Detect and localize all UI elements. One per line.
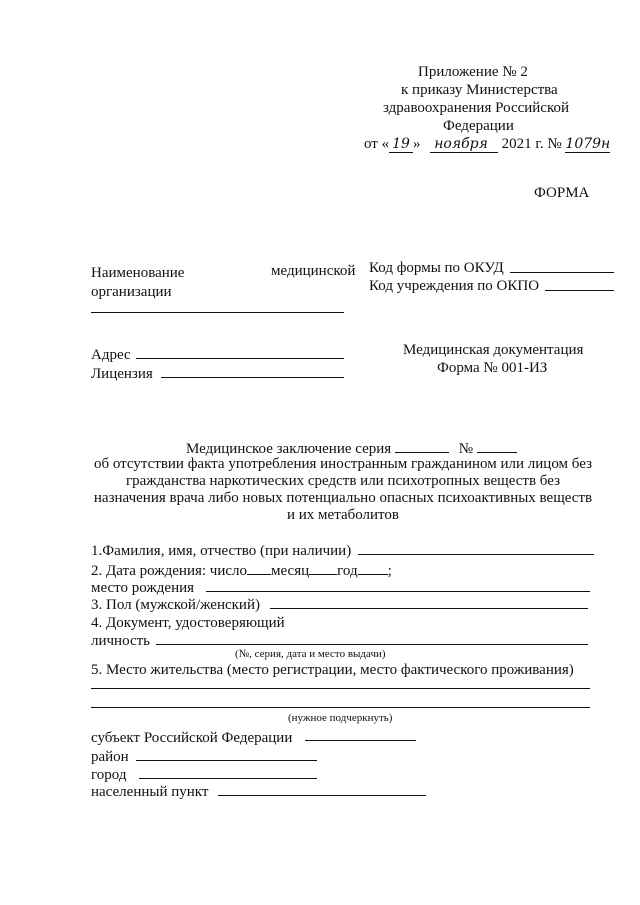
org-name-label-3: организации xyxy=(91,284,172,300)
license-label: Лицензия xyxy=(91,366,153,382)
appendix-number: Приложение № 2 xyxy=(418,64,528,80)
birth-year-field[interactable] xyxy=(358,561,388,575)
address-label: Адрес xyxy=(91,347,131,363)
district-label: район xyxy=(91,749,129,765)
ministry-line: здравоохранения Российской xyxy=(383,100,570,116)
id-document-label-2: личность xyxy=(91,633,151,649)
id-document-label: 4. Документ, удостоверяющий xyxy=(91,615,285,631)
birth-month-field[interactable] xyxy=(309,561,337,575)
okud-field[interactable] xyxy=(510,272,614,273)
residence-label: 5. Место жительства (место регистрации, место фактического проживания) xyxy=(91,662,574,678)
number-field[interactable] xyxy=(477,439,517,453)
district-field[interactable] xyxy=(136,760,317,761)
date-prefix: от « xyxy=(364,136,390,152)
series-field[interactable] xyxy=(395,439,449,453)
residence-note: (нужное подчеркнуть) xyxy=(288,712,393,724)
subject-label: субъект Российской Федерации xyxy=(91,730,293,746)
conclusion-title-line4: назначения врача либо новых потенциально опасных психоактивных веществ xyxy=(93,490,593,506)
sex-field[interactable] xyxy=(270,608,588,609)
date-mid: » xyxy=(412,136,421,152)
birth-year-label: год xyxy=(337,563,358,579)
conclusion-title-line5: и их метаболитов xyxy=(287,507,399,523)
birth-day-field[interactable] xyxy=(247,561,271,575)
full-name-label: 1.Фамилия, имя, отчество (при наличии) xyxy=(91,543,352,559)
federation-line: Федерации xyxy=(443,118,514,134)
order-month: ноября xyxy=(430,136,498,153)
org-name-field[interactable] xyxy=(91,312,344,313)
org-name-label-2: медицинской xyxy=(271,263,356,279)
city-field[interactable] xyxy=(139,778,317,779)
order-year: 2021 г. № xyxy=(501,136,562,152)
med-doc-label: Медицинская документация xyxy=(403,342,584,358)
birth-month-label: месяц xyxy=(271,563,310,579)
conclusion-number-label: № xyxy=(458,441,474,457)
form-number-label: Форма № 001-ИЗ xyxy=(437,360,548,376)
birth-place-label: место рождения xyxy=(91,580,195,596)
form-label: ФОРМА xyxy=(534,185,590,201)
birth-day-label: 2. Дата рождения: число xyxy=(91,563,248,579)
sex-label: 3. Пол (мужской/женский) xyxy=(91,597,260,613)
id-document-field[interactable] xyxy=(156,644,588,645)
birth-date-end: ; xyxy=(387,563,392,579)
conclusion-title-line2: об отсутствии факта употребления иностранным гражданином или лицом без xyxy=(93,456,592,472)
order-line: к приказу Министерства xyxy=(401,82,558,98)
birth-date-row xyxy=(91,561,392,580)
settlement-label: населенный пункт xyxy=(91,784,209,800)
id-document-note: (№, серия, дата и место выдачи) xyxy=(235,648,386,660)
birth-place-field[interactable] xyxy=(206,591,590,592)
okpo-label: Код учреждения по ОКПО xyxy=(369,278,540,294)
conclusion-series-label: Медицинское заключение серия xyxy=(186,441,392,457)
full-name-field[interactable] xyxy=(358,554,594,555)
subject-field[interactable] xyxy=(305,740,416,741)
okpo-field[interactable] xyxy=(545,290,614,291)
settlement-field[interactable] xyxy=(218,795,426,796)
conclusion-title-line3: гражданства наркотических средств или психотропных веществ без xyxy=(125,473,561,489)
order-day: 19 xyxy=(389,136,413,153)
okud-label: Код формы по ОКУД xyxy=(369,260,504,276)
license-field[interactable] xyxy=(161,377,344,378)
city-label: город xyxy=(91,767,127,783)
residence-field-1[interactable] xyxy=(91,688,590,689)
order-date-line xyxy=(364,135,610,153)
residence-field-2[interactable] xyxy=(91,707,590,708)
order-number: 1079н xyxy=(565,136,611,152)
org-name-label-1: Наименование xyxy=(91,265,185,281)
address-field[interactable] xyxy=(136,358,344,359)
